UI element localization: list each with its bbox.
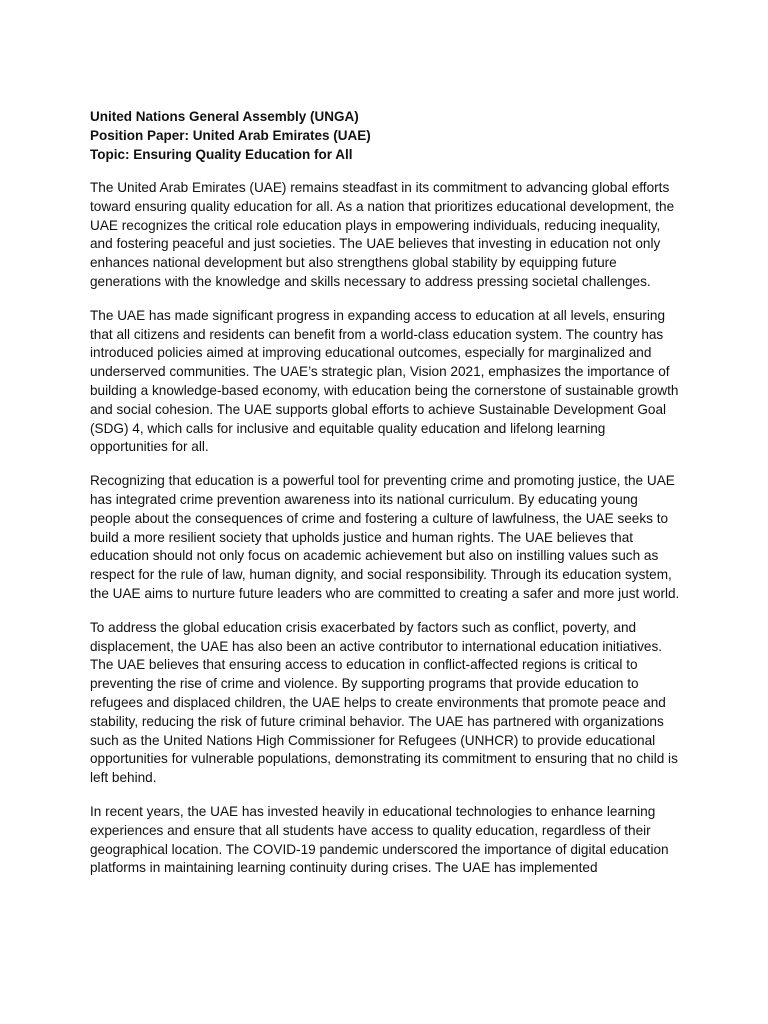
paragraph-intro: The United Arab Emirates (UAE) remains steadfast in its commitment to advancing global efforts toward ensuring quality education for all. As a nation that prioritizes educational development, the UAE recognizes the critical role education plays in empowering individuals, reducing inequality, and fostering peaceful and just societies. The UAE believes that investing in education not only enhances national development but also strengthens global stability by equipping future generations with the knowledge and skills necessary to address pressing societal challenges. — [90, 180, 675, 289]
position-paper-title: Position Paper: United Arab Emirates (UAE) — [90, 128, 371, 143]
assembly-title: United Nations General Assembly (UNGA) — [90, 109, 359, 124]
paragraph-crime-prevention: Recognizing that education is a powerful tool for preventing crime and promoting justice, the UAE has integrated crime prevention awareness into its national curriculum. By educating young people about the consequences of crime and fostering a culture of lawfulness, the UAE seeks to build a more resilient society that upholds justice and human rights. The UAE believes that education should not only focus on academic achievement but also on instilling values such as respect for the rule of law, human dignity, and social responsibility. Through its education system, the UAE aims to nurture future leaders who are committed to creating a safer and more just world. — [90, 473, 680, 601]
paragraph-progress: The UAE has made significant progress in expanding access to education at all levels, ensuring that all citizens and residents can benefit from a world-class education system. The country has introduced policies aimed at improving educational outcomes, especially for marginalized and underserved communities. The UAE’s strategic plan, Vision 2021, emphasizes the importance of building a knowledge-based economy, with education being the cornerstone of sustainable growth and social cohesion. The UAE supports global efforts to achieve Sustainable Development Goal (SDG) 4, which calls for inclusive and equitable quality education and lifelong learning opportunities for all. — [90, 307, 679, 455]
document-page — [90, 107, 680, 878]
document-header — [90, 107, 680, 164]
topic-title: Topic: Ensuring Quality Education for All — [90, 147, 353, 162]
paragraph-global-crisis: To address the global education crisis exacerbated by factors such as conflict, poverty, and displacement, the UAE has also been an active contributor to international education initiatives. The UAE believes that ensuring access to education in conflict-affected regions is critical to preventing the rise of crime and violence. By supporting programs that provide education to refugees and displaced children, the UAE helps to create environments that promote peace and stability, reducing the risk of future criminal behavior. The UAE has partnered with organizations such as the United Nations High Commissioner for Refugees (UNHCR) to provide educational opportunities for vulnerable populations, demonstrating its commitment to ensuring that no child is left behind. — [90, 619, 678, 786]
paragraph-technology: In recent years, the UAE has invested heavily in educational technologies to enhance learning experiences and ensure that all students have access to quality education, regardless of their geographical location. The COVID-19 pandemic underscored the importance of digital education platforms in maintaining learning continuity during crises. The UAE has implemented — [90, 803, 669, 876]
